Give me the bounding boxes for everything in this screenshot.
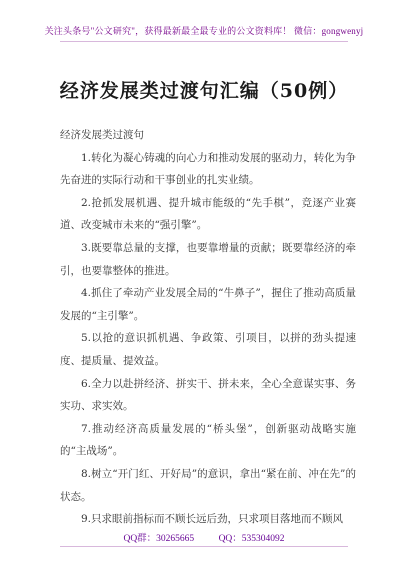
list-item: 7.推动经济高质量发展的“桥头堡”，创新驱动战略实施的“主战场”。 <box>60 422 356 458</box>
footer-qq: QQ：535304092 <box>218 534 285 544</box>
page-header <box>0 0 408 44</box>
list-item: 8.树立“开门红、开好局”的意识，拿出“紧在前、冲在先”的状态。 <box>60 467 356 503</box>
header-notice: 关注头条号"公文研究"，获得最新最全最专业的公文资料库！ 微信：gongwenyj <box>44 26 364 36</box>
list-item: 2.抢抓发展机遇、提升城市能级的“先手棋”，竞逐产业赛道、改变城市未来的“强引擎”。 <box>60 196 356 232</box>
list-item: 6.全力以赴拼经济、拼实干、拼未来，全心全意谋实事、务实功、求实效。 <box>60 377 356 413</box>
footer-divider <box>60 546 348 547</box>
document-body <box>60 124 356 531</box>
document-title: 经济发展类过渡句汇编（50例） <box>59 80 349 102</box>
footer-qq-group: QQ群：30265665 <box>123 534 195 544</box>
list-item: 4.抓住了牵动产业发展全局的“牛鼻子”，握住了推动高质量发展的“主引擎”。 <box>60 287 356 322</box>
list-item: 3.既要靠总量的支撑，也要靠增量的贡献；既要靠经济的牵引，也要靠整体的推进。 <box>60 241 356 277</box>
page-footer <box>0 530 408 544</box>
header-divider <box>60 41 348 42</box>
section-label: 经济发展类过渡句 <box>60 129 144 141</box>
list-item: 5.以抢的意识抓机遇、争政策、引项目，以拼的劲头提速度、提质量、提效益。 <box>60 332 356 367</box>
list-item: 1.转化为凝心铸魂的向心力和推动发展的驱动力，转化为争先奋进的实际行动和干事创业的扎实业绩。 <box>60 151 356 187</box>
list-item: 9.只求眼前指标而不顾长远后劲，只求项目落地而不顾风 <box>81 513 344 526</box>
